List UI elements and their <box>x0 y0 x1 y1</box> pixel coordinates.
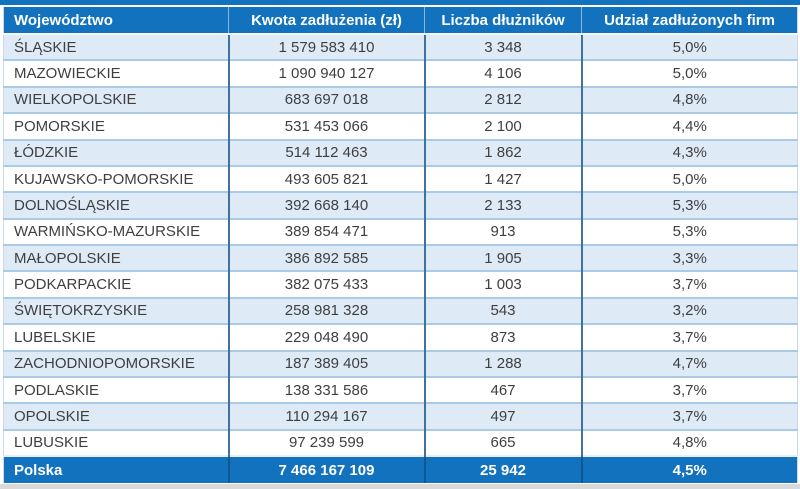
share-cell: 4,3% <box>582 140 798 166</box>
table-row <box>4 377 798 403</box>
share-cell: 3,2% <box>582 298 798 324</box>
region-cell: ŚWIĘTOKRZYSKIE <box>4 298 229 324</box>
amount-cell: 683 697 018 <box>229 87 425 113</box>
region-cell: LUBELSKIE <box>4 324 229 350</box>
table-row <box>4 166 798 192</box>
share-cell: 5,3% <box>582 192 798 218</box>
region-cell: OPOLSKIE <box>4 403 229 429</box>
share-cell: 3,7% <box>582 377 798 403</box>
share-cell: 5,0% <box>582 166 798 192</box>
region-cell: DOLNOŚLĄSKIE <box>4 192 229 218</box>
region-cell: PODKARPACKIE <box>4 271 229 297</box>
debtors-cell: 3 348 <box>425 34 582 60</box>
amount-cell: 187 389 405 <box>229 351 425 377</box>
table-row <box>4 219 798 245</box>
debtors-cell: 543 <box>425 298 582 324</box>
share-cell: 4,8% <box>582 87 798 113</box>
amount-cell: 258 981 328 <box>229 298 425 324</box>
debtors-cell: 1 003 <box>425 271 582 297</box>
debtors-cell: 2 100 <box>425 113 582 139</box>
share-cell: 3,7% <box>582 403 798 429</box>
table-header <box>4 7 798 34</box>
debtors-cell: 1 862 <box>425 140 582 166</box>
table-body <box>4 34 798 456</box>
debt-by-voivodeship-table <box>3 7 798 483</box>
share-cell: 5,0% <box>582 60 798 86</box>
debtors-cell: 1 288 <box>425 351 582 377</box>
table-footer <box>4 456 798 483</box>
amount-cell: 382 075 433 <box>229 271 425 297</box>
table-bottom-shadow <box>0 484 800 489</box>
region-cell: POMORSKIE <box>4 113 229 139</box>
table-row <box>4 192 798 218</box>
share-cell: 4,7% <box>582 351 798 377</box>
amount-cell: 514 112 463 <box>229 140 425 166</box>
amount-cell: 531 453 066 <box>229 113 425 139</box>
debtors-cell: 1 427 <box>425 166 582 192</box>
table-row <box>4 113 798 139</box>
total-amount-cell: 7 466 167 109 <box>229 456 425 483</box>
share-cell: 3,7% <box>582 324 798 350</box>
table-top-border <box>0 0 800 5</box>
column-header-share: Udział zadłużonych firm <box>582 7 798 34</box>
share-cell: 5,3% <box>582 219 798 245</box>
table-row <box>4 87 798 113</box>
region-cell: WARMIŃSKO-MAZURSKIE <box>4 219 229 245</box>
column-header-region: Województwo <box>4 7 229 34</box>
amount-cell: 97 239 599 <box>229 430 425 456</box>
header-row <box>4 7 798 34</box>
debtors-cell: 873 <box>425 324 582 350</box>
table-row <box>4 351 798 377</box>
region-cell: MAZOWIECKIE <box>4 60 229 86</box>
amount-cell: 493 605 821 <box>229 166 425 192</box>
table-row <box>4 60 798 86</box>
table-row <box>4 324 798 350</box>
amount-cell: 386 892 585 <box>229 245 425 271</box>
region-cell: ZACHODNIOPOMORSKIE <box>4 351 229 377</box>
debtors-cell: 467 <box>425 377 582 403</box>
table-row <box>4 298 798 324</box>
column-header-amount: Kwota zadłużenia (zł) <box>229 7 425 34</box>
total-row <box>4 456 798 483</box>
amount-cell: 229 048 490 <box>229 324 425 350</box>
table-row <box>4 430 798 456</box>
total-debtors-cell: 25 942 <box>425 456 582 483</box>
total-region-cell: Polska <box>4 456 229 483</box>
table-row <box>4 245 798 271</box>
share-cell: 5,0% <box>582 34 798 60</box>
debtors-cell: 913 <box>425 219 582 245</box>
table-row <box>4 34 798 60</box>
share-cell: 4,8% <box>582 430 798 456</box>
region-cell: WIELKOPOLSKIE <box>4 87 229 113</box>
debtors-cell: 497 <box>425 403 582 429</box>
debtors-cell: 1 905 <box>425 245 582 271</box>
amount-cell: 138 331 586 <box>229 377 425 403</box>
region-cell: KUJAWSKO-POMORSKIE <box>4 166 229 192</box>
region-cell: PODLASKIE <box>4 377 229 403</box>
debtors-cell: 2 812 <box>425 87 582 113</box>
region-cell: MAŁOPOLSKIE <box>4 245 229 271</box>
share-cell: 3,7% <box>582 271 798 297</box>
table-row <box>4 140 798 166</box>
total-share-cell: 4,5% <box>582 456 798 483</box>
region-cell: ŁÓDZKIE <box>4 140 229 166</box>
column-header-debtors: Liczba dłużników <box>425 7 582 34</box>
amount-cell: 1 579 583 410 <box>229 34 425 60</box>
table-row <box>4 271 798 297</box>
debtors-cell: 4 106 <box>425 60 582 86</box>
debtors-cell: 665 <box>425 430 582 456</box>
amount-cell: 1 090 940 127 <box>229 60 425 86</box>
table-row <box>4 403 798 429</box>
region-cell: LUBUSKIE <box>4 430 229 456</box>
share-cell: 4,4% <box>582 113 798 139</box>
debtors-cell: 2 133 <box>425 192 582 218</box>
region-cell: ŚLĄSKIE <box>4 34 229 60</box>
share-cell: 3,3% <box>582 245 798 271</box>
amount-cell: 110 294 167 <box>229 403 425 429</box>
amount-cell: 389 854 471 <box>229 219 425 245</box>
amount-cell: 392 668 140 <box>229 192 425 218</box>
